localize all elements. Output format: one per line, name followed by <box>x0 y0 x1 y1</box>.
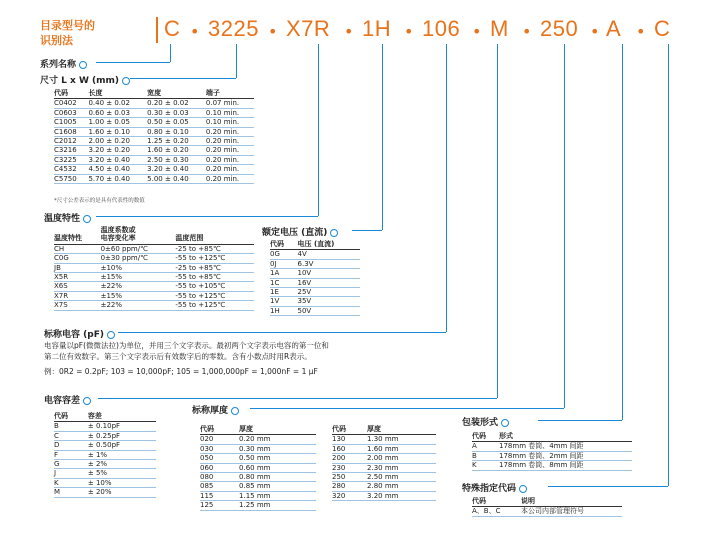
table-row <box>54 460 156 469</box>
table-cell: 178mm 卷筒、8mm 间距 <box>499 461 632 470</box>
table-cell: 35V <box>298 297 360 306</box>
table-row <box>200 491 316 500</box>
bullet-icon <box>519 485 527 493</box>
nominal-cap-example: 例：0R2 = 0.2pF; 103 = 10,000pF; 105 = 1,000,000pF = 1,000nF = 1 μF <box>44 367 318 376</box>
table-cell: 25V <box>298 288 360 297</box>
table-row <box>200 463 316 472</box>
table-cell: 230 <box>332 463 367 472</box>
table-cell: 1A <box>270 269 298 278</box>
table-row <box>54 137 254 146</box>
code-size: 3225 <box>208 16 259 41</box>
code-voltage: 1H <box>362 16 392 41</box>
table-row <box>54 99 254 108</box>
table-row <box>54 254 254 263</box>
table-row <box>54 441 156 450</box>
connector-line <box>538 420 622 421</box>
table-cell: 0.30 mm <box>239 444 316 453</box>
table-cell: 3.20 ± 0.40 <box>88 155 147 164</box>
table-row <box>270 278 360 287</box>
table-row <box>54 155 254 164</box>
nominal-cap-description: 电容量以pF(微微法拉)为单位，并用三个文字表示。最初两个文字表示电容的第一位和 第二位有效数字。第三个文字表示后有效数字后的零数。含有小数点时用R表示。 <box>44 341 329 361</box>
table-cell: C5750 <box>54 174 88 183</box>
table-cell: 178mm 卷筒、4mm 间距 <box>499 442 632 451</box>
bullet-icon <box>501 419 509 427</box>
bullet-icon <box>330 229 338 237</box>
table-cell: 6.3V <box>298 259 360 268</box>
code-temp: X7R <box>286 16 331 41</box>
table-cell: 0±30 ppm/℃ <box>101 254 176 263</box>
table-cell: 0.50 ± 0.05 <box>147 118 206 127</box>
table-cell: ± 2% <box>88 460 156 469</box>
table-cell: C <box>54 431 88 440</box>
table-cell: 1.30 mm <box>367 435 436 444</box>
table-cell: 0.20 min. <box>206 146 254 155</box>
title-separator <box>156 17 158 43</box>
connector-line <box>382 44 383 230</box>
table-cell: X5R <box>54 273 101 282</box>
table-cell: 160 <box>332 444 367 453</box>
table-row <box>54 431 156 440</box>
connector-line <box>96 216 318 217</box>
connector-line <box>170 44 171 62</box>
packaging-table: 代码 形式 A 178mm 卷筒、4mm 间距 B 178mm 卷筒、2mm 间距 K 178mm 卷筒、8mm 间距 <box>472 432 632 471</box>
nominal-cap-label: 标称电容 (pF) <box>44 327 115 340</box>
table-cell: D <box>54 441 88 450</box>
table-cell: A、B、C <box>472 507 521 516</box>
table-row <box>54 244 254 253</box>
table-cell: ± 1% <box>88 450 156 459</box>
code-dot: • <box>590 22 600 41</box>
table-row <box>270 269 360 278</box>
table-cell: 130 <box>332 435 367 444</box>
table-row <box>332 482 436 491</box>
table-cell: 3.20 mm <box>367 491 436 500</box>
table-cell: ±15% <box>101 291 176 300</box>
table-cell: 0.20 min. <box>206 155 254 164</box>
thickness-label: 标称厚度 <box>192 403 239 416</box>
table-cell: 1.15 mm <box>239 491 316 500</box>
table-cell: ± 0.50pF <box>88 441 156 450</box>
table-cell: G <box>54 460 88 469</box>
table-cell: 320 <box>332 491 367 500</box>
table-row <box>200 454 316 463</box>
table-row <box>54 165 254 174</box>
code-capacitance: 106 <box>422 16 461 41</box>
code-thickness: 250 <box>540 16 579 41</box>
table-cell: 4V <box>298 250 360 259</box>
table-cell: X7R <box>54 291 101 300</box>
table-row <box>200 473 316 482</box>
table-cell: B <box>472 451 499 460</box>
table-cell: 080 <box>200 473 239 482</box>
table-cell: -55 to +125℃ <box>175 301 254 310</box>
connector-line <box>622 44 623 420</box>
table-cell: 0±60 ppm/℃ <box>101 244 176 253</box>
table-cell: 0.40 ± 0.02 <box>88 99 147 108</box>
connector-line <box>668 44 669 486</box>
table-row <box>54 146 254 155</box>
table-cell: 060 <box>200 463 239 472</box>
voltage-table: 代码 电压 (直流) 0G 4V 0J 6.3V 1A 10V 1C 16V 1E 25V 1V 35V 1H 50V <box>270 240 360 316</box>
table-row <box>332 473 436 482</box>
table-row <box>54 450 156 459</box>
table-cell: 0.20 min. <box>206 165 254 174</box>
connector-line <box>446 44 447 332</box>
connector-line <box>564 44 565 408</box>
table-cell: 1.60 ± 0.20 <box>147 146 206 155</box>
table-cell: 0.20 min. <box>206 127 254 136</box>
code-dot: • <box>404 22 414 41</box>
table-cell: ± 0.25pF <box>88 431 156 440</box>
table-cell: -55 to +105℃ <box>175 282 254 291</box>
table-cell: 0.80 ± 0.10 <box>147 127 206 136</box>
table-cell: C3216 <box>54 146 88 155</box>
code-tolerance: M <box>490 16 509 41</box>
table-row <box>270 259 360 268</box>
connector-line <box>318 44 319 216</box>
table-cell: ± 20% <box>88 488 156 497</box>
table-row <box>270 306 360 315</box>
table-row <box>332 454 436 463</box>
tolerance-table: 代码 容差 B ± 0.10pF C ± 0.25pF D ± 0.50pF F ± 1% G ± 2% J ± 5% K ± 10% M ± 20% <box>54 412 156 498</box>
table-cell: 030 <box>200 444 239 453</box>
thickness-table-right: 代码 厚度 130 1.30 mm 160 1.60 mm 200 2.00 mm 230 2.30 mm 250 2.50 mm 280 2.80 mm 320 3.20 mm <box>332 425 436 501</box>
table-cell: C1005 <box>54 118 88 127</box>
bullet-icon <box>122 77 130 85</box>
table-cell: 0.20 min. <box>206 137 254 146</box>
table-row <box>200 501 316 510</box>
table-cell: J <box>54 469 88 478</box>
table-cell: 2.00 ± 0.20 <box>88 137 147 146</box>
connector-line <box>548 486 668 487</box>
table-row <box>472 442 632 451</box>
table-row <box>332 491 436 500</box>
table-row <box>200 435 316 444</box>
table-cell: -25 to +85℃ <box>175 263 254 272</box>
thickness-table-left: 代码 厚度 020 0.20 mm 030 0.30 mm 050 0.50 mm 060 0.60 mm 080 0.80 mm 085 0.85 mm 115 1.15 mm 125 1.25 mm <box>200 425 316 511</box>
table-cell: 0.60 mm <box>239 463 316 472</box>
special-table: 代码 说明 A、B、C 本公司内部管理符号 <box>472 497 622 517</box>
table-cell: ± 0.10pF <box>88 422 156 431</box>
table-cell: C1608 <box>54 127 88 136</box>
table-cell: C0G <box>54 254 101 263</box>
table-cell: 115 <box>200 491 239 500</box>
table-cell: C0603 <box>54 108 88 117</box>
table-row <box>332 435 436 444</box>
table-cell: -55 to +85℃ <box>175 273 254 282</box>
table-cell: 250 <box>332 473 367 482</box>
table-cell: 16V <box>298 278 360 287</box>
table-cell: ±22% <box>101 301 176 310</box>
table-row <box>54 273 254 282</box>
table-cell: ± 5% <box>88 469 156 478</box>
bullet-icon <box>107 331 115 339</box>
table-cell: 178mm 卷筒、2mm 间距 <box>499 451 632 460</box>
table-cell: JB <box>54 263 101 272</box>
table-cell: 280 <box>332 482 367 491</box>
code-dot: • <box>472 22 482 41</box>
table-row <box>270 250 360 259</box>
table-row <box>332 463 436 472</box>
table-cell: 50V <box>298 306 360 315</box>
tolerance-label: 电容容差 <box>44 393 91 406</box>
table-row <box>54 282 254 291</box>
table-cell: 0.20 ± 0.02 <box>147 99 206 108</box>
table-cell: K <box>54 478 88 487</box>
table-row <box>54 174 254 183</box>
code-special: C <box>654 16 671 41</box>
code-dot: • <box>522 22 532 41</box>
table-row <box>54 127 254 136</box>
table-cell: 2.80 mm <box>367 482 436 491</box>
table-row <box>54 118 254 127</box>
table-cell: X7S <box>54 301 101 310</box>
table-row <box>200 444 316 453</box>
temp-table: 温度特性 温度系数或 电容变化率 温度范围 CH 0±60 ppm/℃ -25 to +85℃ C0G 0±30 ppm/℃ -55 to +125℃ JB ±10% -25 to +85℃ X5R ±15% -55 to +85℃ X6S ±22% -55 to +105℃ X7R ±15% -55 to +125℃ X7S ±22% -55 to +125℃ <box>54 226 254 311</box>
table-cell: -55 to +125℃ <box>175 291 254 300</box>
table-cell: ±22% <box>101 282 176 291</box>
table-cell: C4532 <box>54 165 88 174</box>
table-cell: F <box>54 450 88 459</box>
table-cell: C0402 <box>54 99 88 108</box>
code-dot: • <box>190 22 200 41</box>
size-label: 尺寸 L x W (mm) <box>40 73 130 86</box>
table-cell: 0.10 min. <box>206 108 254 117</box>
table-cell: 0.85 mm <box>239 482 316 491</box>
bullet-icon <box>83 397 91 405</box>
table-cell: ±15% <box>101 273 176 282</box>
table-cell: 0.07 min. <box>206 99 254 108</box>
table-cell: 1.00 ± 0.05 <box>88 118 147 127</box>
table-cell: 0.50 mm <box>239 454 316 463</box>
table-cell: C3225 <box>54 155 88 164</box>
table-cell: 3.20 ± 0.20 <box>88 146 147 155</box>
table-cell: 085 <box>200 482 239 491</box>
table-cell: 1H <box>270 306 298 315</box>
table-row <box>270 297 360 306</box>
table-cell: 4.50 ± 0.40 <box>88 165 147 174</box>
connector-line <box>96 62 170 63</box>
bullet-icon <box>231 407 239 415</box>
table-row <box>54 301 254 310</box>
connector-line <box>497 44 498 398</box>
table-row <box>332 444 436 453</box>
table-cell: B <box>54 422 88 431</box>
connector-line <box>98 398 497 399</box>
table-cell: 2.00 mm <box>367 454 436 463</box>
table-cell: 1E <box>270 288 298 297</box>
table-cell: 0.30 ± 0.03 <box>147 108 206 117</box>
table-row <box>54 291 254 300</box>
table-cell: 0.20 mm <box>239 435 316 444</box>
table-cell: 2.50 ± 0.30 <box>147 155 206 164</box>
table-cell: CH <box>54 244 101 253</box>
bullet-icon <box>83 215 91 223</box>
table-cell: 050 <box>200 454 239 463</box>
table-cell: 3.20 ± 0.40 <box>147 165 206 174</box>
table-row <box>54 263 254 272</box>
table-cell: 1.60 ± 0.10 <box>88 127 147 136</box>
temp-label: 温度特性 <box>44 211 91 224</box>
connector-line <box>236 44 237 78</box>
table-cell: 1.25 ± 0.20 <box>147 137 206 146</box>
page-title: 目录型号的 识别法 <box>40 19 95 47</box>
table-cell: 本公司内部管理符号 <box>521 507 622 516</box>
connector-line <box>250 408 564 409</box>
size-table: 代码 长度 宽度 端子 C0402 0.40 ± 0.02 0.20 ± 0.02 0.07 min. C0603 0.60 ± 0.03 0.30 ± 0.03 0.10 min. C1005 1.00 ± 0.05 0.50 ± 0.05 0.10 min. C1608 1.60 ± 0.10 0.80 ± 0.10 0.20 min. C2012 2.00 ± 0.20 1.25 ± 0.20 0.20 min. C3216 3.20 ± 0.20 1.60 ± 0.20 0.20 min. C3225 3.20 ± 0.40 2.50 ± 0.30 0.20 min. C4532 4.50 ± 0.40 3.20 ± 0.40 0.20 min. C5750 5.70 ± 0.40 5.00 ± 0.40 0.20 min. <box>54 89 254 184</box>
code-packaging: A <box>606 16 622 41</box>
table-cell: 1V <box>270 297 298 306</box>
table-cell: 0.80 mm <box>239 473 316 482</box>
table-cell: 1.60 mm <box>367 444 436 453</box>
table-row <box>54 422 156 431</box>
packaging-label: 包装形式 <box>462 415 509 428</box>
table-cell: 0.60 ± 0.03 <box>88 108 147 117</box>
table-cell: X6S <box>54 282 101 291</box>
table-cell: 0.10 min. <box>206 118 254 127</box>
table-cell: 125 <box>200 501 239 510</box>
table-row <box>54 469 156 478</box>
table-cell: 2.30 mm <box>367 463 436 472</box>
table-cell: 2.50 mm <box>367 473 436 482</box>
code-dot: • <box>344 22 354 41</box>
table-cell: C2012 <box>54 137 88 146</box>
code-dot: • <box>636 22 646 41</box>
table-cell: M <box>54 488 88 497</box>
code-dot: • <box>268 22 278 41</box>
table-cell: K <box>472 461 499 470</box>
series-label: 系列名称 <box>40 57 87 70</box>
voltage-label: 额定电压 (直流) <box>262 225 338 238</box>
bullet-icon <box>79 61 87 69</box>
table-row <box>472 507 622 516</box>
table-cell: 1.25 mm <box>239 501 316 510</box>
code-series: C <box>164 16 181 41</box>
table-row <box>54 488 156 497</box>
table-cell: 020 <box>200 435 239 444</box>
table-row <box>54 478 156 487</box>
size-note: *尺寸公差表示的是具有代表性的数值 <box>54 198 145 204</box>
connector-line <box>130 78 236 79</box>
special-label: 特殊指定代码 <box>462 481 527 494</box>
table-cell: 1C <box>270 278 298 287</box>
table-cell: -55 to +125℃ <box>175 254 254 263</box>
connector-line <box>118 332 446 333</box>
table-cell: 10V <box>298 269 360 278</box>
table-row <box>54 108 254 117</box>
table-row <box>472 451 632 460</box>
table-cell: -25 to +85℃ <box>175 244 254 253</box>
table-cell: 0J <box>270 259 298 268</box>
table-cell: 5.00 ± 0.40 <box>147 174 206 183</box>
table-row <box>270 288 360 297</box>
connector-line <box>352 230 382 231</box>
table-cell: 0G <box>270 250 298 259</box>
table-cell: 0.20 min. <box>206 174 254 183</box>
table-cell: ±10% <box>101 263 176 272</box>
table-cell: ± 10% <box>88 478 156 487</box>
table-cell: A <box>472 442 499 451</box>
table-cell: 5.70 ± 0.40 <box>88 174 147 183</box>
table-row <box>200 482 316 491</box>
table-row <box>472 461 632 470</box>
table-cell: 200 <box>332 454 367 463</box>
